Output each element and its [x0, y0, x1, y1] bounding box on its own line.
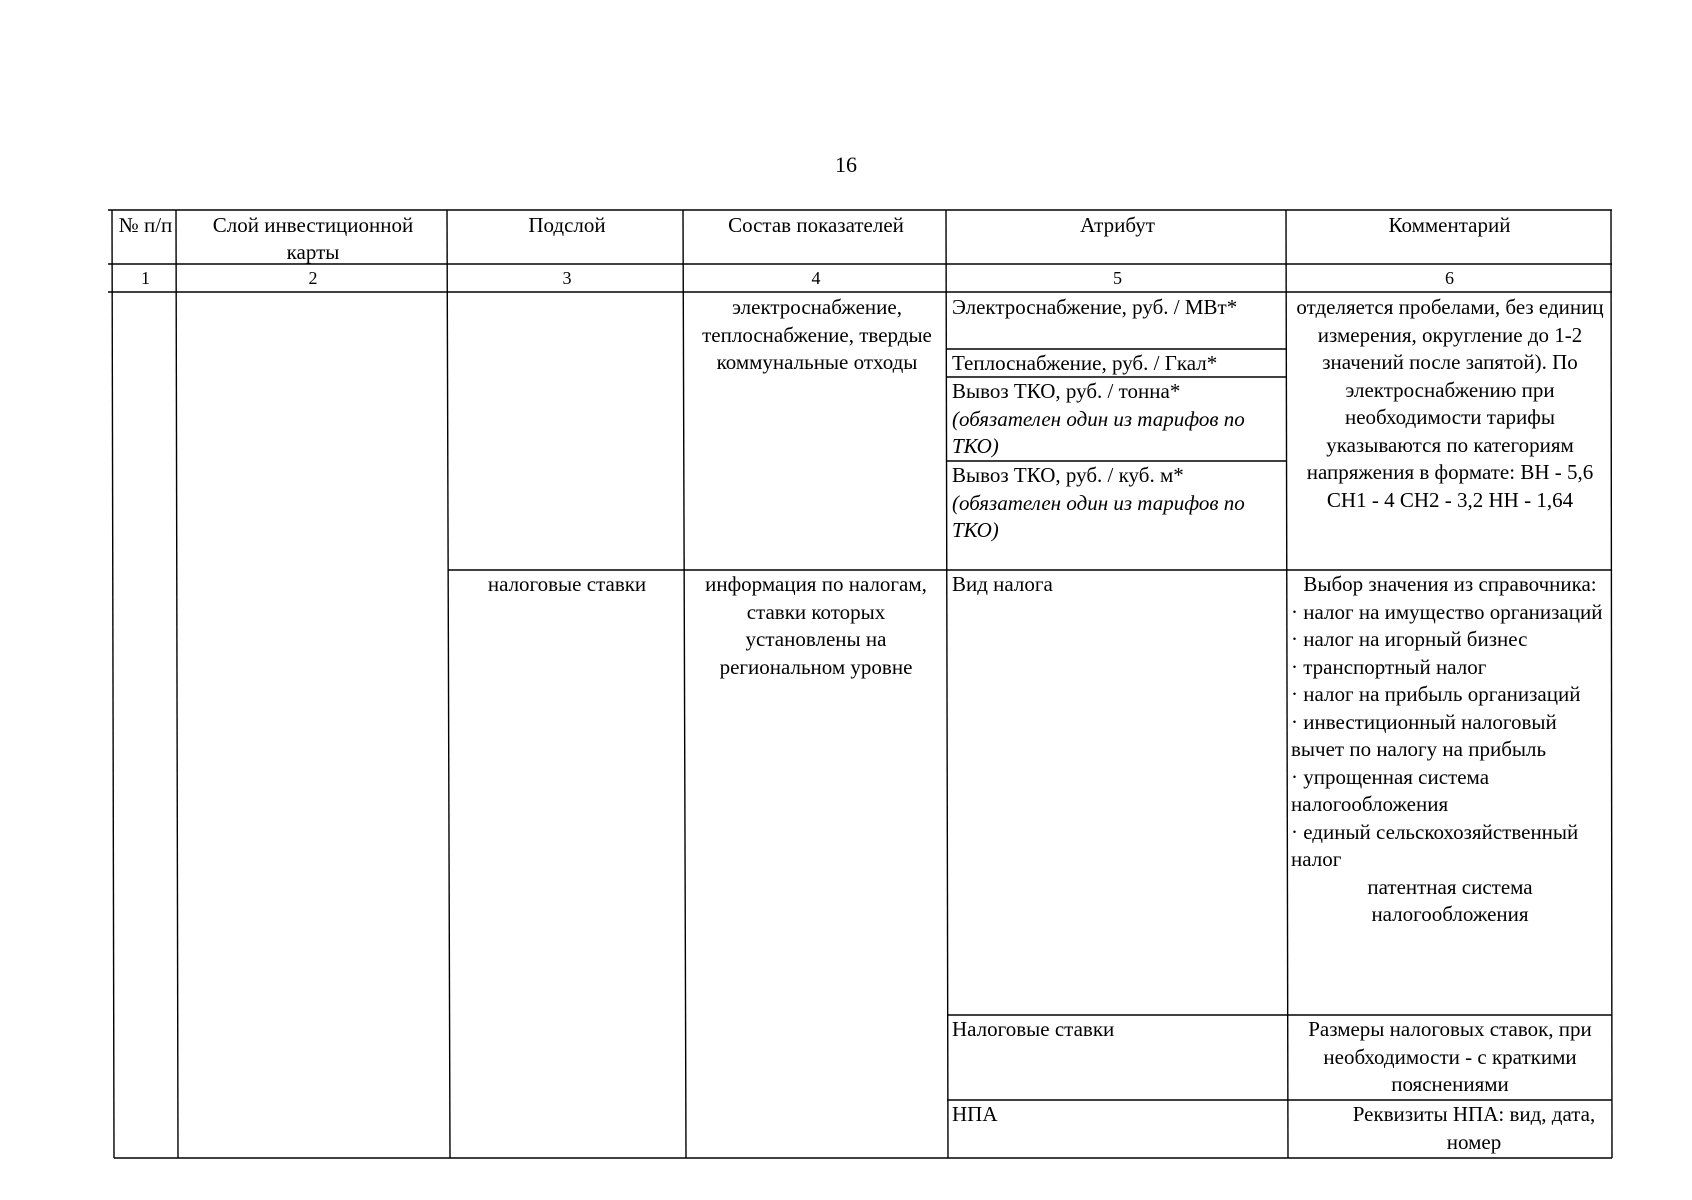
header-composition: Состав показателей: [728, 213, 904, 237]
tax-option-item: · единый сельскохозяйственный налог: [1291, 819, 1579, 871]
header-attribute: Атрибут: [1080, 213, 1155, 237]
header-sublayer: Подслой: [528, 213, 606, 237]
tax-option-item: · упрощенная система налогообложения: [1291, 764, 1490, 816]
comment-tax-type-title: Выбор значения из справочника:: [1303, 572, 1597, 596]
composition-tax-info: информация по налогам, ставки которых установлены на региональном уровне: [705, 572, 927, 679]
column-number-2: 2: [308, 268, 318, 288]
header-comment: Комментарий: [1388, 213, 1511, 237]
attribute-waste-cubic-label: Вывоз ТКО, руб. / куб. м*: [952, 463, 1184, 487]
comment-npa: Реквизиты НПА: вид, дата, номер: [1352, 1102, 1596, 1154]
sublayer-tax-rates: налоговые ставки: [487, 572, 647, 596]
column-number-6: 6: [1445, 268, 1454, 288]
attribute-waste-tonne-label: Вывоз ТКО, руб. / тонна*: [952, 379, 1181, 403]
tax-option-item: · транспортный налог: [1291, 654, 1487, 679]
header-number: № п/п: [118, 213, 173, 237]
attribute-npa: НПА: [952, 1102, 998, 1126]
tax-option-item: · налог на прибыль организаций: [1291, 682, 1581, 706]
attribute-tax-rates: Налоговые ставки: [952, 1017, 1115, 1041]
attribute-waste-tonne-note: (обязателен один из тарифов по ТКО): [952, 406, 1245, 458]
column-number-1: 1: [141, 268, 150, 288]
page-number: 16: [835, 152, 857, 177]
column-number-3: 3: [562, 268, 572, 288]
tax-option-item: · инвестиционный налоговый вычет по налогу на прибыль: [1291, 709, 1557, 761]
column-number-4: 4: [811, 268, 821, 288]
attribute-waste-tonne: [952, 378, 1282, 461]
comment-tariffs: отделяется пробелами, без единиц измерения, округление до 1-2 значений после запятой). По электроснабжению при необходимости тарифы указываются по категориям напряжения в формате: ВН - 5,6 СН1 - 4 СН2 - 3,2 НН - 1,64: [1296, 295, 1604, 512]
attribute-waste-cubic-note: (обязателен один из тарифов по ТКО): [952, 490, 1245, 542]
composition-utilities: электроснабжение, теплоснабжение, твердые коммунальные отходы: [702, 295, 932, 374]
tax-option-item: · налог на имущество организаций: [1291, 599, 1603, 624]
column-number-5: 5: [1113, 268, 1122, 288]
tax-option-item: · налог на игорный бизнес: [1291, 627, 1528, 651]
attribute-heating: Теплоснабжение, руб. / Гкал*: [952, 351, 1218, 375]
comment-tax-rates: Размеры налоговых ставок, при необходимости - с краткими пояснениями: [1308, 1017, 1592, 1096]
comment-tax-type: [1291, 571, 1609, 929]
attribute-tax-type: Вид налога: [952, 572, 1053, 596]
attribute-electricity: Электроснабжение, руб. / МВт*: [952, 295, 1238, 319]
header-layer: Слой инвестиционной карты: [212, 213, 414, 264]
attribute-waste-cubic: [952, 462, 1282, 545]
tax-option-tail: патентная система налогообложения: [1367, 874, 1533, 926]
